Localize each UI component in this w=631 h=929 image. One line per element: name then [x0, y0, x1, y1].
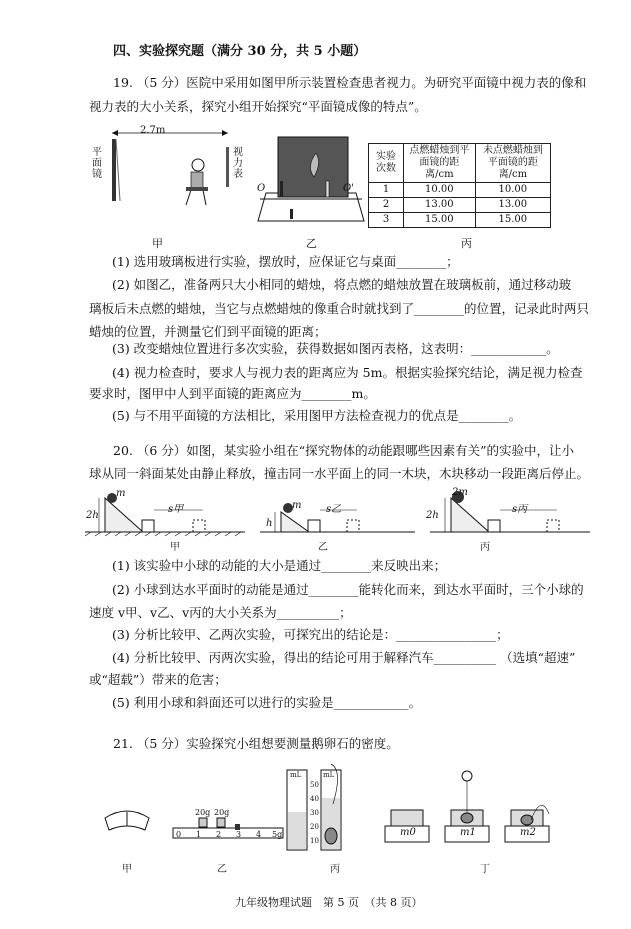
q20-item-2a: (2) 小球到达水平面时的动能是通过________能转化而来，到达水平面时，三个小球的	[112, 582, 584, 597]
q20-caption-bing: 丙	[480, 542, 490, 553]
q20-item-3: (3) 分析比较甲、乙两次实验，可探究出的结论是：________________；	[112, 627, 509, 642]
ruler-tick: 3	[236, 830, 242, 839]
table-cell: 2	[369, 198, 404, 213]
caption-bing: 丙	[461, 237, 472, 250]
mirror	[112, 139, 116, 201]
q19-data-table	[368, 143, 551, 228]
label-o: O	[257, 183, 266, 194]
table-row	[369, 183, 551, 198]
caption-jia: 甲	[152, 237, 163, 250]
q21-intro: 21. （5 分）实验探究小组想要测量鹅卵石的密度。	[113, 736, 399, 751]
jia-height: 2h	[86, 510, 99, 521]
unlit-candle	[326, 181, 329, 197]
jia-distance: s甲	[168, 504, 184, 515]
q19-item-4a: (4) 视力检查时，要求人与视力表的距离应为 5m。根据实验探究结论，满足视力检查	[112, 365, 583, 380]
weight	[217, 818, 225, 827]
label-o-prime: O'	[343, 183, 354, 194]
scale-ruler	[173, 828, 283, 838]
bing-distance: s丙	[512, 504, 528, 515]
q19-figure-jia	[90, 125, 245, 225]
person-head	[192, 159, 204, 171]
table-cell: 10.00	[404, 183, 476, 198]
lit-candle	[280, 181, 283, 197]
distance-label: 2.7m	[140, 125, 166, 136]
table-cell: 13.00	[404, 198, 476, 213]
ruler-tick: 0	[176, 830, 182, 839]
ruler-tick: 2	[216, 830, 222, 839]
mass-m1: m1	[460, 827, 476, 838]
q19-item-3: (3) 改变蜡烛位置进行多次实验，获得数据如图丙表格，这表明：____________。	[112, 341, 559, 356]
q20-item-5: (5) 利用小球和斜面还可以进行的实验是____________。	[112, 695, 422, 710]
q20-caption-yi: 乙	[318, 542, 328, 553]
weight-label-2: 20g	[214, 808, 230, 817]
table-header: 未点燃蜡烛到平面镜的距离/cm	[475, 144, 550, 183]
cyl-tick: 40	[310, 795, 319, 803]
weight	[199, 818, 207, 827]
cylinder-ticks	[310, 778, 319, 848]
q21-caption-ding: 丁	[480, 864, 490, 875]
q21-caption-bing: 丙	[330, 864, 340, 875]
table-header: 点燃蜡烛到平面镜的距离/cm	[404, 144, 476, 183]
mirror-label: 平面镜	[92, 147, 102, 180]
slope	[105, 498, 143, 532]
weight-label-1: 20g	[195, 808, 211, 817]
cylinder-unit-1: mL	[290, 771, 302, 779]
mass-m0: m0	[400, 827, 416, 838]
table-cell: 15.00	[404, 213, 476, 228]
q19-item-1: (1) 选用玻璃板进行实验，摆放时，应保证它与桌面________；	[112, 254, 459, 269]
table-cell: 3	[369, 213, 404, 228]
table-cell: 10.00	[475, 183, 550, 198]
chart-label: 视力表	[233, 147, 243, 180]
jia-mass: m	[116, 488, 126, 499]
q19-item-2b: 璃板后未点燃的蜡烛，当它与点燃蜡烛的像重合时就找到了________的位置，记录此时两只	[89, 301, 590, 316]
block	[142, 520, 154, 532]
yi-distance: s乙	[326, 504, 342, 515]
cyl-tick: 50	[310, 781, 319, 789]
ruler-tick: 1	[196, 830, 202, 839]
ruler-tick: 5g	[272, 830, 283, 839]
q21-caption-jia: 甲	[122, 864, 132, 875]
q19-item-2c: 蜡烛的位置，并测量它们到平面镜的距离；	[89, 324, 327, 339]
yi-mass: m	[292, 500, 302, 511]
q20-item-4b: 或“超载”）带来的危害；	[89, 672, 227, 687]
caption-yi: 乙	[306, 237, 317, 250]
ramp-jia	[85, 493, 245, 536]
page-footer: 九年级物理试题 第 5 页 （共 8 页）	[235, 896, 423, 909]
table-cell: 1	[369, 183, 404, 198]
table-row	[369, 213, 551, 228]
bing-mass: 2m	[452, 487, 468, 498]
q19-item-5: (5) 与不用平面镜的方法相比，采用图甲方法检查视力的优点是________。	[112, 408, 522, 423]
q19-intro-line2: 视力表的大小关系，探究小组开始探究“平面镜成像的特点”。	[89, 99, 427, 114]
table-header-row	[369, 144, 551, 183]
table-cell: 13.00	[475, 198, 550, 213]
cyl-tick: 10	[310, 837, 319, 845]
eye-chart	[226, 147, 229, 187]
q20-caption-jia: 甲	[170, 542, 180, 553]
cyl-tick: 30	[310, 809, 319, 817]
q20-intro-line2: 球从同一斜面某处由静止释放，撞击同一水平面上的同一木块，木块移动一段距离后停止。	[89, 466, 590, 481]
q19-item-2a: (2) 如图乙，准备两只大小相同的蜡烛，将点燃的蜡烛放置在玻璃板前，通过移动玻	[112, 277, 572, 292]
q21-caption-yi: 乙	[217, 864, 227, 875]
q19-figure-yi	[256, 133, 366, 229]
chair	[186, 187, 208, 191]
bing-height: 2h	[426, 510, 439, 521]
table-cell: 15.00	[475, 213, 550, 228]
yi-height: h	[266, 518, 273, 529]
table-row	[369, 198, 551, 213]
cylinder-unit-2: mL	[323, 771, 335, 779]
cyl-tick: 20	[310, 823, 319, 831]
q20-item-2b: 速度 v甲、v乙、v丙的大小关系为__________；	[89, 605, 352, 620]
q19-item-4b: 要求时，图甲中人到平面镜的距离应为________m。	[89, 386, 376, 401]
q20-item-4a: (4) 分析比较甲、丙两次实验，得出的结论可用于解释汽车__________ （选填“超速”	[112, 650, 576, 665]
ruler-tick: 4	[256, 830, 262, 839]
section-title: 四、实验探究题（满分 30 分，共 5 小题）	[113, 44, 367, 59]
q20-intro-line1: 20. （6 分）如图，某实验小组在“探究物体的动能跟哪些因素有关”的实验中，让小	[113, 443, 575, 458]
q19-intro-line1: 19. （5 分）医院中采用如图甲所示装置检查患者视力。为研究平面镜中视力表的像和	[113, 75, 587, 90]
table-header: 实验次数	[369, 144, 404, 183]
q20-item-1: (1) 该实验中小球的动能的大小是通过________来反映出来；	[112, 558, 447, 573]
mass-m2: m2	[520, 827, 536, 838]
